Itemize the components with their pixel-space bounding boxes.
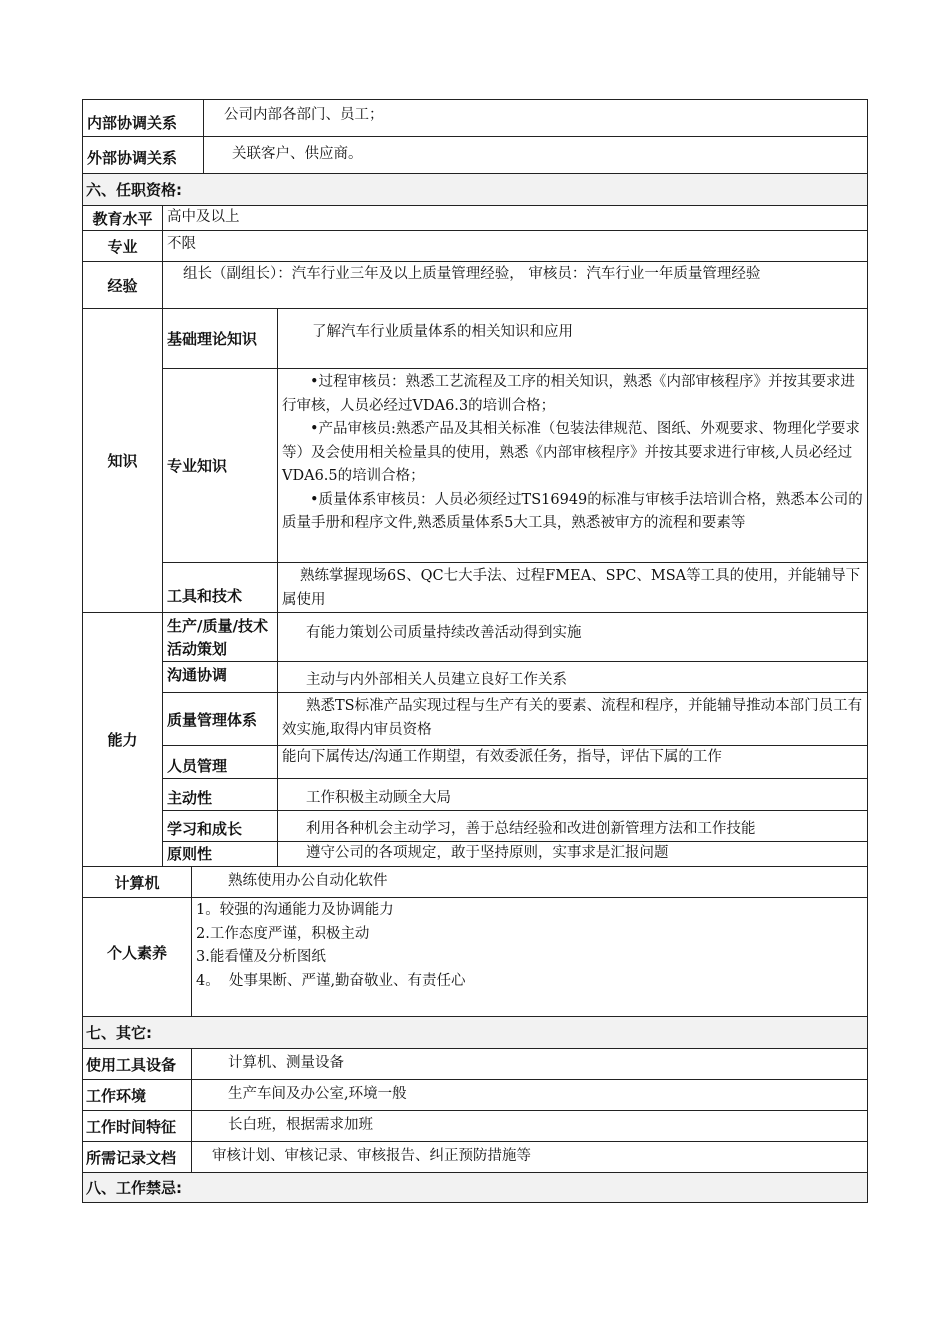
ability-item-value: 主动与内外部相关人员建立良好工作关系 <box>306 671 567 688</box>
other-value: 生产车间及办公室,环境一般 <box>228 1086 407 1103</box>
other-row-work-time <box>82 1110 868 1141</box>
tools-techniques-label: 工具和技术 <box>163 563 278 612</box>
ability-item-value: 遵守公司的各项规定，敢于坚持原则，实事求是汇报问题 <box>306 845 669 861</box>
education-row <box>82 205 868 230</box>
personal-quality-item: 1。较强的沟通能力及协调能力 <box>196 902 394 918</box>
ability-item-planning <box>163 613 867 661</box>
professional-knowledge-content <box>278 369 867 562</box>
major-value: 不限 <box>167 236 196 252</box>
computer-row <box>82 866 868 897</box>
process-auditor-item: •过程审核员：熟悉工艺流程及工序的相关知识，熟悉《内部审核程序》并按其要求进行审核，人员必经过VDA6.3的培训合格； <box>282 374 856 414</box>
personal-quality-item: 3.能看懂及分析图纸 <box>196 949 326 965</box>
basic-theory-row <box>163 309 867 368</box>
system-auditor-item: •质量体系审核员：人员必须经过TS16949的标准与审核手法培训合格，熟悉本公司的质量手册和程序文件,熟悉质量体系5大工具，熟悉被审方的流程和要素等 <box>282 491 863 532</box>
personal-quality-item: 2.工作态度严谨，积极主动 <box>196 925 370 942</box>
basic-theory-value: 了解汽车行业质量体系的相关知识和应用 <box>312 324 573 340</box>
personal-qualities-list <box>192 898 867 1016</box>
knowledge-label: 知识 <box>83 309 163 612</box>
experience-value: 组长（副组长）：汽车行业三年及以上质量管理经验， 审核员：汽车行业一年质量管理经验 <box>183 266 761 282</box>
other-label: 工作环境 <box>83 1080 192 1110</box>
knowledge-row <box>82 308 868 612</box>
ability-item-principle <box>163 841 867 866</box>
professional-knowledge-row <box>163 368 867 562</box>
other-label: 使用工具设备 <box>83 1049 192 1079</box>
ability-item-value: 能向下属传达/沟通工作期望，有效委派任务，指导，评估下属的工作 <box>282 749 722 765</box>
education-value: 高中及以上 <box>167 209 240 226</box>
ability-item-quality-system <box>163 692 867 745</box>
ability-item-label: 质量管理体系 <box>163 693 278 745</box>
ability-row <box>82 612 868 866</box>
personal-qualities-label: 个人素养 <box>83 898 192 1016</box>
ability-item-label: 人员管理 <box>163 746 278 778</box>
ability-item-learning <box>163 810 867 841</box>
tools-techniques-value: 熟练掌握现场6S、QC七大手法、过程FMEA、SPC、MSA等工具的使用，并能辅导下属使用 <box>282 568 861 608</box>
ability-item-value: 熟悉TS标准产品实现过程与生产有关的要素、流程和程序，并能辅导推动本部门员工有效实施,取得内审员资格 <box>282 698 863 738</box>
section-qualifications-title: 六、任职资格: <box>82 173 868 205</box>
personal-qualities-row <box>82 897 868 1016</box>
basic-theory-label: 基础理论知识 <box>163 309 278 368</box>
other-value: 计算机、测量设备 <box>228 1055 344 1072</box>
internal-relations-row <box>82 99 868 136</box>
external-relations-value: 关联客户、供应商。 <box>232 146 363 163</box>
other-value: 审核计划、审核记录、审核报告、纠正预防措施等 <box>212 1148 531 1165</box>
other-label: 工作时间特征 <box>83 1111 192 1141</box>
section-others-title: 七、其它: <box>82 1016 868 1048</box>
ability-item-label: 学习和成长 <box>163 811 278 841</box>
computer-value: 熟练使用办公自动化软件 <box>228 873 388 890</box>
other-label: 所需记录文档 <box>83 1142 192 1172</box>
professional-knowledge-label: 专业知识 <box>163 369 278 562</box>
personal-quality-item: 4。 处事果断、严谨,勤奋敬业、有责任心 <box>196 972 466 989</box>
ability-item-value: 有能力策划公司质量持续改善活动得到实施 <box>306 625 582 641</box>
other-row-environment <box>82 1079 868 1110</box>
ability-item-label: 原则性 <box>163 842 278 866</box>
internal-relations-label: 内部协调关系 <box>83 100 204 136</box>
major-label: 专业 <box>83 231 163 261</box>
tools-techniques-row <box>163 562 867 612</box>
ability-item-people-management <box>163 745 867 778</box>
ability-label: 能力 <box>83 613 163 866</box>
job-description-table <box>82 99 868 1203</box>
major-row <box>82 230 868 261</box>
ability-item-label: 生产/质量/技术活动策划 <box>163 613 278 661</box>
product-auditor-item: •产品审核员:熟悉产品及其相关标准（包装法律规范、图纸、外观要求、物理化学要求等）及会使用相关检量具的使用，熟悉《内部审核程序》并按其要求进行审核,人员必经过VDA6.5的培训合格； <box>282 421 860 485</box>
ability-item-label: 主动性 <box>163 779 278 810</box>
internal-relations-value: 公司内部各部门、员工； <box>224 107 384 124</box>
ability-item-communication <box>163 661 867 692</box>
experience-row <box>82 261 868 308</box>
ability-item-value: 利用各种机会主动学习，善于总结经验和改进创新管理方法和工作技能 <box>306 820 756 837</box>
other-value: 长白班，根据需求加班 <box>228 1117 373 1134</box>
education-label: 教育水平 <box>83 206 163 230</box>
ability-item-initiative <box>163 778 867 810</box>
other-row-tools <box>82 1048 868 1079</box>
ability-item-label: 沟通协调 <box>163 662 278 692</box>
other-row-records <box>82 1141 868 1172</box>
section-taboos-title: 八、工作禁忌: <box>82 1172 868 1203</box>
computer-label: 计算机 <box>83 867 192 897</box>
experience-label: 经验 <box>83 262 163 308</box>
external-relations-label: 外部协调关系 <box>83 137 204 173</box>
external-relations-row <box>82 136 868 173</box>
ability-item-value: 工作积极主动顾全大局 <box>306 789 451 806</box>
